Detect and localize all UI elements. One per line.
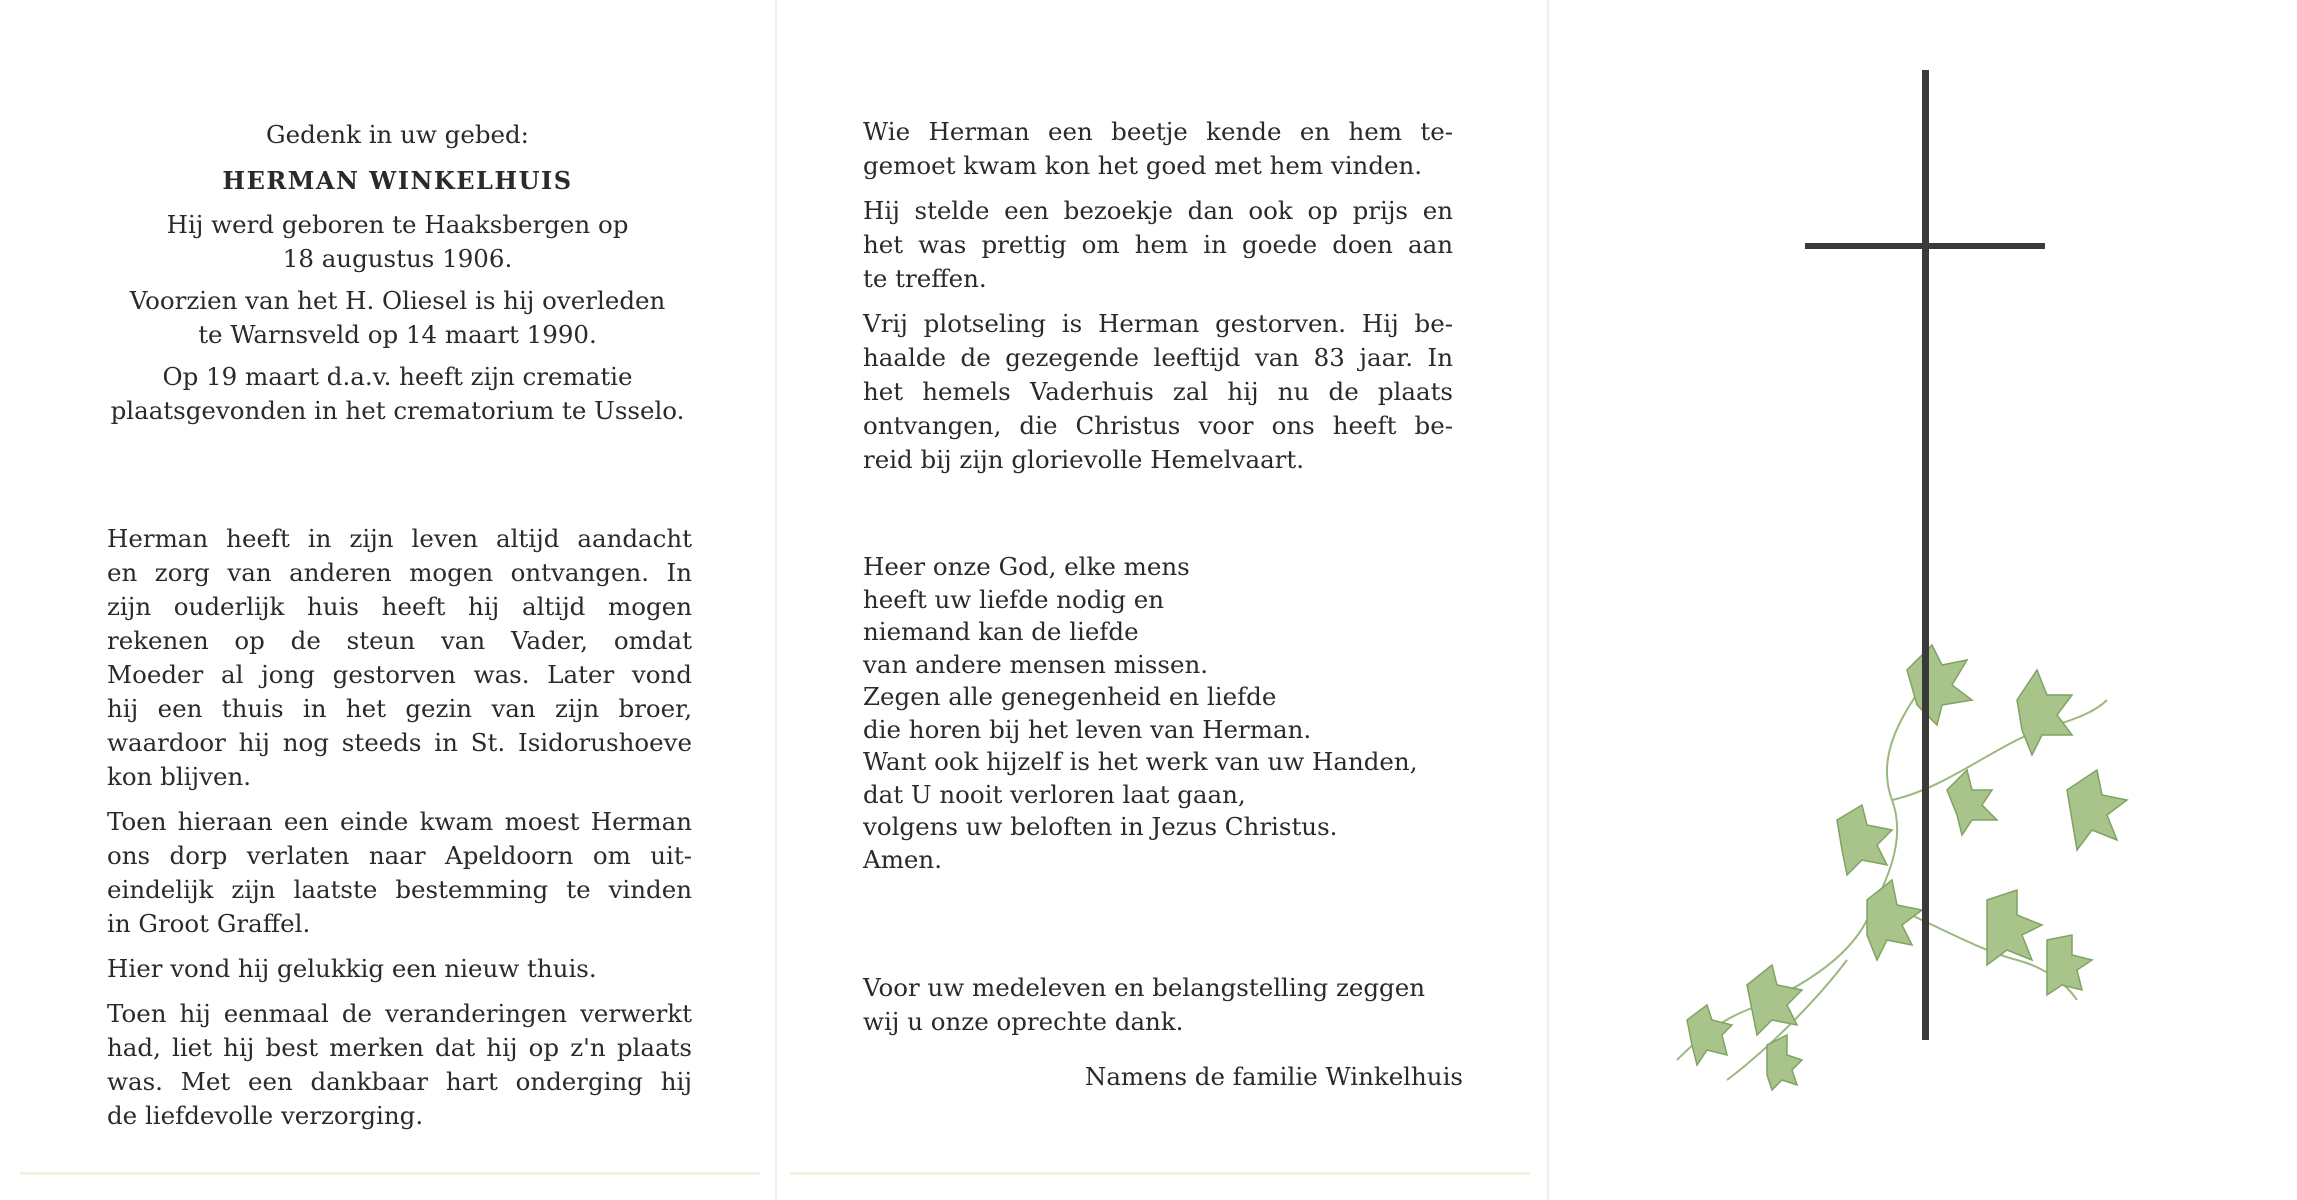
memorial-header [100,118,695,439]
death-info: Voorzien van het H. Oliesel is hij overleden te Warnsveld op 14 maart 1990. [129,286,666,349]
signature: Namens de familie Winkelhuis [1084,1062,1463,1091]
right-panel [1547,0,2297,1200]
deceased-name: HERMAN WINKELHUIS [222,166,573,195]
character-paragraph-3: Vrij plotseling is Herman gestorven. Hij be- haalde de gezegende leeftijd van 83 jaar. In het hemels Vaderhuis zal hij nu de plaats ontvangen, die Christus voor ons heeft be- reid bij zijn glorievolle Hemelvaart. [863,309,1453,474]
character-text [863,115,1453,488]
character-paragraph-2: Hij stelde een bezoekje dan ook op prijs en het was prettig om hem in goede doen aan te treffen. [863,196,1453,293]
left-panel [0,0,775,1200]
life-story-paragraph-1: Herman heeft in zijn leven altijd aandacht en zorg van anderen mogen ontvangen. In zijn ouderlijk huis heeft hij altijd mogen rekenen op de steun van Vader, omdat Moeder al jong gestorven was. Later vond hij een thuis in het gezin van zijn broer, waardoor hij nog steeds in St. Isidorushoeve kon blijven. [107,524,692,791]
prayer: Heer onze God, elke mens heeft uw liefde nodig en niemand kan de liefde van andere mensen missen. Zegen alle genegenheid en liefde die horen bij het leven van Herman. Want ook hijzelf is het werk van uw Handen, dat U nooit verloren laat gaan, volgens uw beloften in Jezus Christus. Amen. [863,552,1418,874]
cremation-info: Op 19 maart d.a.v. heeft zijn crematie plaatsgevonden in het crematorium te Usselo. [110,362,685,425]
life-story-paragraph-3: Hier vond hij gelukkig een nieuw thuis. [107,954,597,983]
cross-illustration [1547,0,2297,1200]
ivy-icon [1677,645,2127,1090]
character-paragraph-1: Wie Herman een beetje kende en hem te- gemoet kwam kon het goed met hem vinden. [863,117,1453,180]
life-story-paragraph-2: Toen hieraan een einde kwam moest Herman ons dorp verlaten naar Apeldoorn om uit- eindelijk zijn laatste bestemming te vinden in Groot Graffel. [107,807,692,938]
intro-text: Gedenk in uw gebed: [266,120,529,149]
middle-panel [775,0,1547,1200]
life-story [107,522,692,1144]
birth-info: Hij werd geboren te Haaksbergen op 18 augustus 1906. [166,210,629,273]
thanks-text: Voor uw medeleven en belangstelling zeggen wij u onze oprechte dank. [863,973,1426,1036]
life-story-paragraph-4: Toen hij eenmaal de veranderingen verwerkt had, liet hij best merken dat hij op z'n plaats was. Met een dankbaar hart onderging hij de liefdevolle verzorging. [107,999,692,1130]
